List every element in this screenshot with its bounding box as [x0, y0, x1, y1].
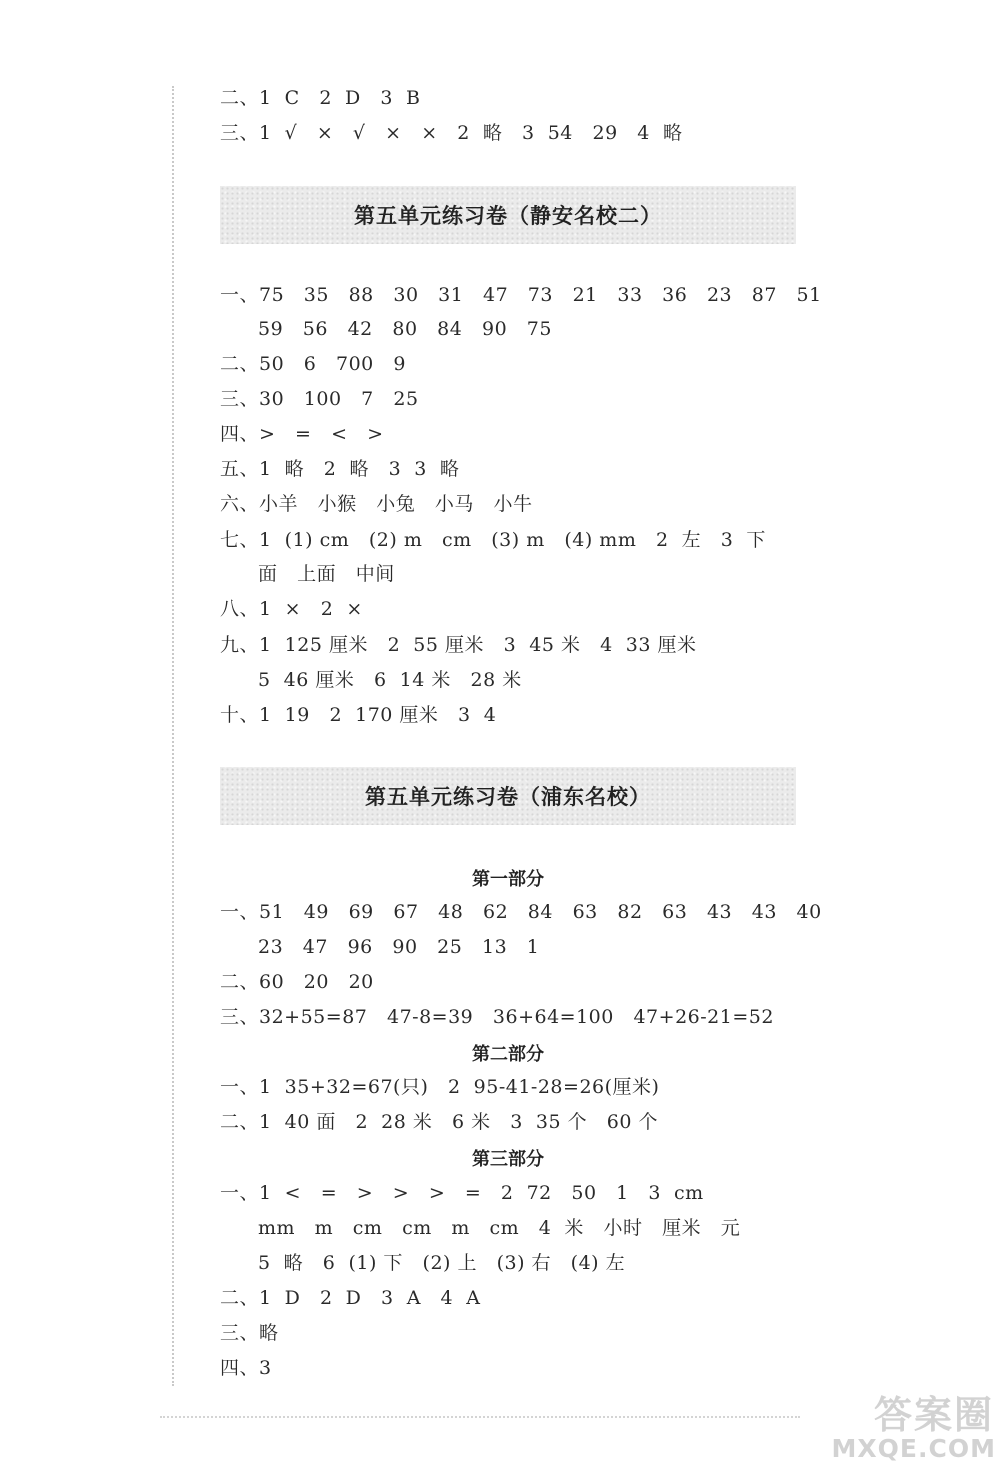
answer-line: 一、1 35+32=67(只) 2 95-41-28=26(厘米)	[220, 1076, 660, 1098]
part-title: 第一部分	[472, 869, 544, 890]
answer-line: 四、3	[220, 1357, 272, 1379]
section-heading	[220, 186, 796, 244]
answer-line: 二、1 40 面 2 28 米 6 米 3 35 个 60 个	[220, 1111, 658, 1133]
answer-line: 二、1 D 2 D 3 A 4 A	[220, 1287, 481, 1309]
bottom-rule	[160, 1416, 800, 1418]
answer-line: mm m cm cm m cm 4 米 小时 厘米 元	[258, 1217, 741, 1239]
watermark-url: MXQE.COM	[831, 1434, 996, 1463]
section-title: 第五单元练习卷（静安名校二）	[354, 204, 662, 228]
answer-line: 三、略	[220, 1322, 279, 1344]
answer-line: 23 47 96 90 25 13 1	[258, 936, 540, 958]
answer-line: 三、1 √ × √ × × 2 略 3 54 29 4 略	[220, 122, 683, 144]
answer-line: 六、小羊 小猴 小兔 小马 小牛	[220, 493, 533, 515]
part-title: 第三部分	[472, 1149, 544, 1170]
part-title: 第二部分	[472, 1044, 544, 1065]
answer-line: 三、32+55=87 47-8=39 36+64=100 47+26-21=52	[220, 1006, 774, 1028]
answer-line: 一、1 < = > > > = 2 72 50 1 3 cm	[220, 1182, 704, 1204]
margin-rule	[172, 86, 174, 1386]
answer-line: 四、> = < >	[220, 423, 384, 445]
answer-line: 二、1 C 2 D 3 B	[220, 87, 421, 109]
answer-line: 面 上面 中间	[258, 563, 395, 585]
watermark-logo: 答案圈	[873, 1393, 994, 1437]
answer-line: 七、1 (1) cm (2) m cm (3) m (4) mm 2 左 3 下	[220, 529, 766, 551]
section-heading	[220, 767, 796, 825]
watermark	[828, 1384, 1000, 1471]
answer-line: 十、1 19 2 170 厘米 3 4	[220, 704, 497, 726]
answer-line: 5 46 厘米 6 14 米 28 米	[258, 669, 522, 691]
answer-line: 一、51 49 69 67 48 62 84 63 82 63 43 43 40	[220, 901, 822, 923]
answer-line: 59 56 42 80 84 90 75	[258, 318, 552, 340]
section-title: 第五单元练习卷（浦东名校）	[365, 785, 651, 809]
answer-line: 二、50 6 700 9	[220, 353, 406, 375]
answer-line: 5 略 6 (1) 下 (2) 上 (3) 右 (4) 左	[258, 1252, 626, 1274]
answer-line: 九、1 125 厘米 2 55 厘米 3 45 米 4 33 厘米	[220, 634, 697, 656]
answer-line: 五、1 略 2 略 3 3 略	[220, 458, 460, 480]
answer-line: 八、1 × 2 ×	[220, 598, 363, 620]
answer-line: 二、60 20 20	[220, 971, 374, 993]
answer-line: 一、75 35 88 30 31 47 73 21 33 36 23 87 51	[220, 284, 822, 306]
answer-line: 三、30 100 7 25	[220, 388, 419, 410]
